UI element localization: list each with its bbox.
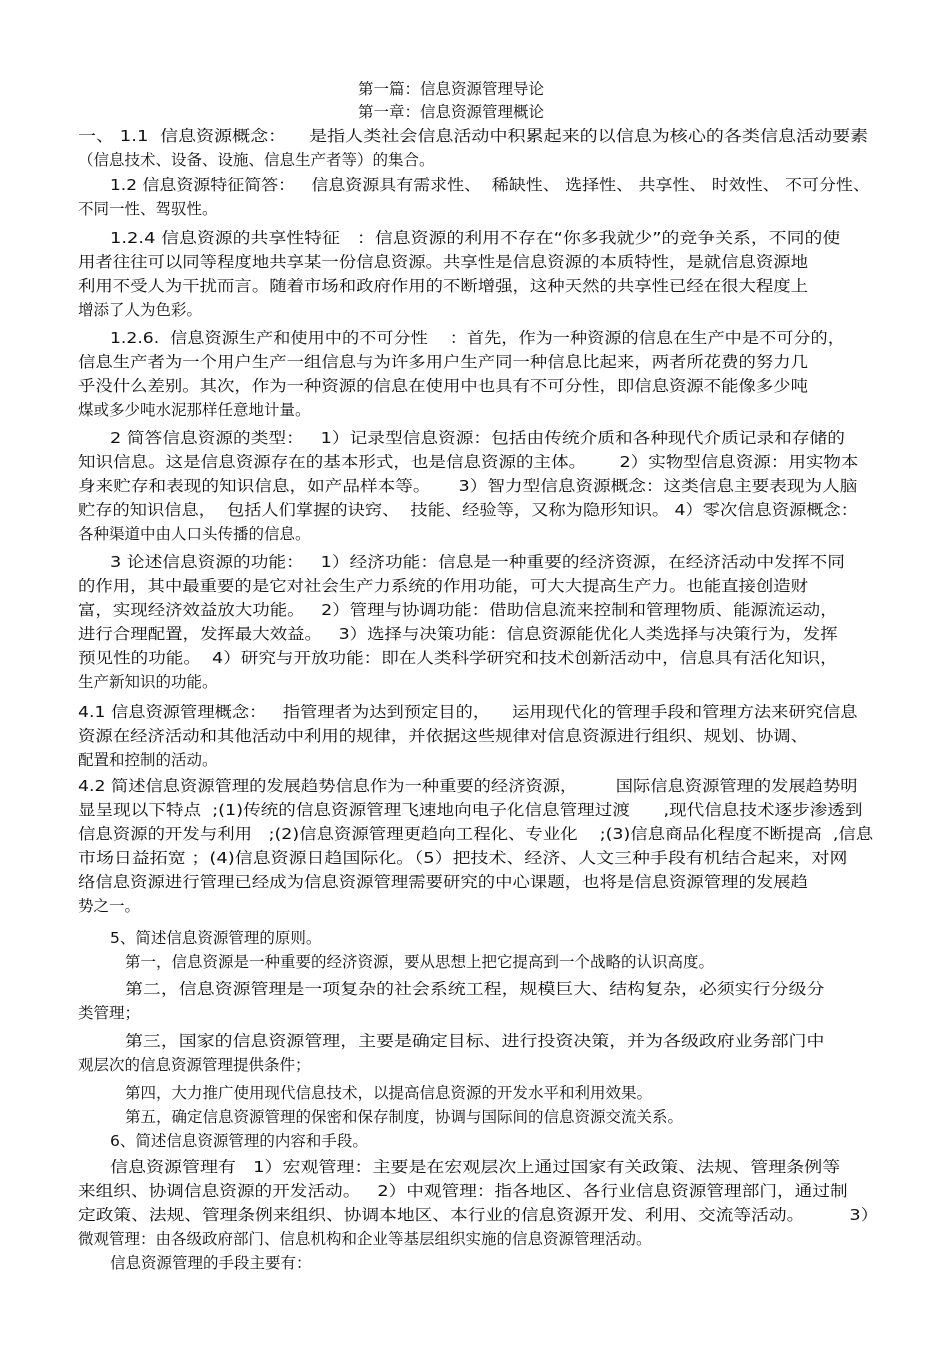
text-line: 贮存的知识信息， 包括人们掌握的诀窍、 技能、经验等，又称为隐形知识。 4）零次信息资源概念： [78, 501, 859, 519]
text-line: 第三，国家的信息资源管理，主要是确定目标、进行投资决策，并为各级政府业务部门中 [125, 1032, 825, 1050]
text-line: 定政策、法规、管理条例来组织、协调本地区、本行业的信息资源开发、利用、交流等活动。 3） [78, 1206, 879, 1224]
text-line: 的作用，其中最重要的是它对社会生产力系统的作用功能，可大大提高生产力。也能直接创造财 [78, 577, 809, 595]
text-line: 第四，大力推广使用现代信息技术，以提高信息资源的开发水平和利用效果。 [125, 1084, 653, 1102]
text-line: 4.1 信息资源管理概念： 指管理者为达到预定目的， 运用现代化的管理手段和管理方法来研究信息 [78, 703, 858, 721]
text-line: 预见性的功能。 4）研究与开放功能：即在人类科学研究和技术创新活动中，信息具有活化知识， [78, 649, 838, 667]
text-line: 用者往往可以同等程度地共享某一份信息资源。共享性是信息资源的本质特性，是就信息资源地 [78, 253, 809, 271]
text-line: 3 论述信息资源的功能： 1）经济功能：信息是一种重要的经济资源，在经济活动中发挥不同 [110, 553, 845, 571]
text-line: 资源在经济活动和其他活动中利用的规律，并依据这些规律对信息资源进行组织、规划、协调、 [78, 727, 809, 745]
chapter-title: 第一章：信息资源管理概论 [358, 103, 545, 121]
text-line: 1.2 信息资源特征简答： 信息资源具有需求性、 稀缺性、 选择性、 共享性、 时效性、 不可分性、 [110, 176, 870, 194]
text-line: （信息技术、设备、设施、信息生产者等）的集合。 [78, 151, 435, 169]
text-line: 不同一性、驾驭性。 [78, 200, 218, 218]
text-line: 4.2 简述信息资源管理的发展趋势信息作为一种重要的经济资源， 国际信息资源管理的发展趋势明 [78, 777, 858, 795]
text-line: 进行合理配置，发挥最大效益。 3）选择与决策功能：信息资源能优化人类选择与决策行为，发挥 [78, 625, 838, 643]
text-line: 生产新知识的功能。 [78, 673, 218, 691]
text-line: 乎没什么差别。其次，作为一种资源的信息在使用中也具有不可分性，即信息资源不能像多少吨 [78, 377, 809, 395]
text-line: 1.2.4 信息资源的共享性特征 ：信息资源的利用不存在“你多我就少”的竞争关系，不同的使 [110, 229, 841, 247]
text-line: 6、简述信息资源管理的内容和手段。 [110, 1132, 368, 1150]
text-line: 增添了人为色彩。 [78, 301, 203, 319]
text-line: 络信息资源进行管理已经成为信息资源管理需要研究的中心课题，也将是信息资源管理的发展趋 [78, 873, 809, 891]
text-line: 显呈现以下特点 ;(1)传统的信息资源管理飞速地向电子化信息管理过渡 ,现代信息技术逐步渗透到 [78, 801, 863, 819]
text-line: 信息生产者为一个用户生产一组信息与为许多用户生产同一种信息比起来，两者所花费的努力几 [78, 353, 809, 371]
text-line: 第二，信息资源管理是一项复杂的社会系统工程，规模巨大、结构复杂，必须实行分级分 [125, 980, 825, 998]
text-line: 身来贮存和表现的知识信息，如产品样本等。 3）智力型信息资源概念：这类信息主要表现为人脑 [78, 477, 858, 495]
text-line: 2 简答信息资源的类型： 1）记录型信息资源：包括由传统介质和各种现代介质记录和存储的 [110, 429, 845, 447]
text-line: 各种渠道中由人口头传播的信息。 [78, 525, 311, 543]
text-line: 微观管理：由各级政府部门、信息机构和企业等基层组织实施的信息资源管理活动。 [78, 1230, 652, 1248]
text-line: 利用不受人为干扰而言。随着市场和政府作用的不断增强，这种天然的共享性已经在很大程度上 [78, 277, 809, 295]
text-line: 5、简述信息资源管理的原则。 [110, 929, 322, 947]
text-line: 富，实现经济效益放大功能。 2）管理与协调功能：借助信息流来控制和管理物质、能源流运动， [78, 601, 838, 619]
text-line: 配置和控制的活动。 [78, 751, 218, 769]
text-line: 信息资源管理有 1）宏观管理：主要是在宏观层次上通过国家有关政策、法规、管理条例等 [110, 1158, 841, 1176]
text-line: 煤或多少吨水泥那样任意地计量。 [78, 401, 311, 419]
text-line: 来组织、协调信息资源的开发活动。 2）中观管理：指各地区、各行业信息资源管理部门，通过制 [78, 1182, 848, 1200]
text-line: 1.2.6. 信息资源生产和使用中的不可分性 ：首先，作为一种资源的信息在生产中是不可分的， [110, 329, 845, 347]
text-line: 知识信息。这是信息资源存在的基本形式，也是信息资源的主体。 2）实物型信息资源：用实物本 [78, 453, 859, 471]
text-line: 第一，信息资源是一种重要的经济资源，要从思想上把它提高到一个战略的认识高度。 [125, 953, 715, 971]
text-line: 势之一。 [78, 897, 141, 915]
text-line: 市场日益拓宽 ；(4)信息资源日趋国际化。（5）把技术、经济、人文三种手段有机结合起来，对网 [78, 849, 848, 867]
text-line: 一、 1.1 信息资源概念： 是指人类社会信息活动中积累起来的以信息为核心的各类信息活动要素 [78, 127, 869, 145]
part-title: 第一篇：信息资源管理导论 [358, 80, 545, 98]
text-line: 类管理； [78, 1004, 141, 1022]
text-line: 观层次的信息资源管理提供条件； [78, 1056, 311, 1074]
text-line: 信息资源的开发与利用 ;(2)信息资源管理更趋向工程化、专业化 ;(3)信息商品化程度不断提高 ,信息 [78, 825, 874, 843]
text-line: 信息资源管理的手段主要有： [110, 1254, 312, 1272]
text-line: 第五，确定信息资源管理的保密和保存制度，协调与国际间的信息资源交流关系。 [125, 1108, 684, 1126]
